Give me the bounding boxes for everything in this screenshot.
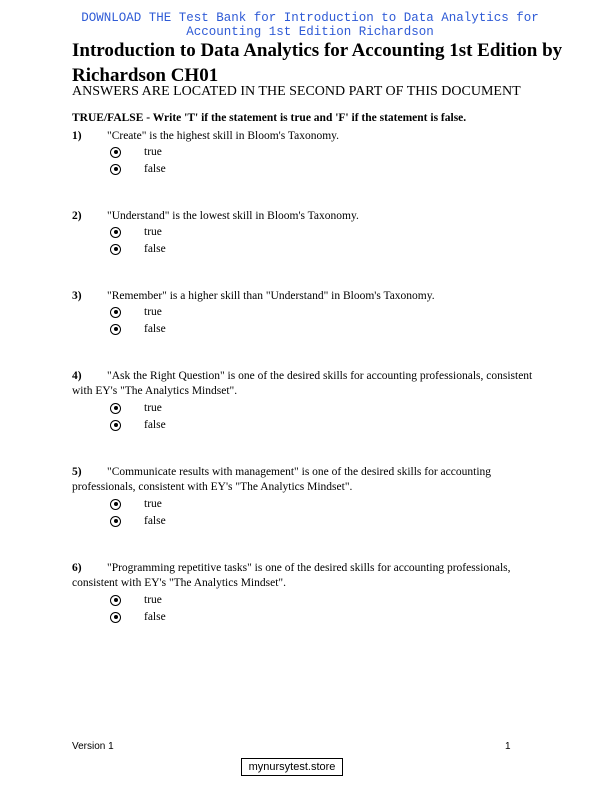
option-label: true: [144, 306, 162, 318]
option-true[interactable]: [110, 496, 542, 512]
option-label: false: [144, 243, 166, 255]
radio-icon[interactable]: [110, 324, 121, 335]
option-false[interactable]: [110, 417, 542, 433]
radio-icon[interactable]: [110, 227, 121, 238]
radio-icon[interactable]: [110, 499, 121, 510]
question-4: [72, 369, 542, 433]
radio-icon[interactable]: [110, 403, 121, 414]
option-false[interactable]: [110, 161, 542, 177]
question-number: 6): [72, 562, 82, 574]
option-true[interactable]: [110, 144, 542, 160]
option-label: false: [144, 515, 166, 527]
answers-note: ANSWERS ARE LOCATED IN THE SECOND PART OF THIS DOCUMENT: [72, 84, 521, 99]
radio-icon[interactable]: [110, 244, 121, 255]
question-number: 3): [72, 290, 82, 302]
footer-page-number: 1: [505, 741, 511, 752]
question-text: "Understand" is the lowest skill in Bloom's Taxonomy.: [107, 210, 359, 222]
radio-icon[interactable]: [110, 420, 121, 431]
option-label: true: [144, 594, 162, 606]
question-1: [72, 129, 542, 177]
option-true[interactable]: [110, 592, 542, 608]
question-6: [72, 561, 542, 625]
radio-icon[interactable]: [110, 516, 121, 527]
question-number: 4): [72, 370, 82, 382]
option-label: false: [144, 419, 166, 431]
question-text: "Create" is the highest skill in Bloom's Taxonomy.: [107, 130, 340, 142]
option-false[interactable]: [110, 321, 542, 337]
option-label: true: [144, 146, 162, 158]
radio-icon[interactable]: [110, 612, 121, 623]
banner-line-1: DOWNLOAD THE Test Bank for Introduction to Data Analytics for: [81, 11, 539, 25]
option-true[interactable]: [110, 400, 542, 416]
watermark-link[interactable]: mynursytest.store: [241, 758, 343, 776]
radio-icon[interactable]: [110, 307, 121, 318]
option-false[interactable]: [110, 513, 542, 529]
question-number: 1): [72, 130, 82, 142]
question-2: [72, 209, 542, 257]
option-label: true: [144, 402, 162, 414]
download-banner: [40, 11, 580, 39]
question-number: 2): [72, 210, 82, 222]
radio-icon[interactable]: [110, 595, 121, 606]
question-5: [72, 465, 542, 529]
radio-icon[interactable]: [110, 147, 121, 158]
document-title: Introduction to Data Analytics for Accounting 1st Edition by Richardson CH01: [72, 40, 563, 86]
question-text: "Communicate results with management" is one of the desired skills for accounting professionals, consistent with EY's "The Analytics Mindset".: [72, 466, 492, 493]
question-3: [72, 289, 542, 337]
option-false[interactable]: [110, 241, 542, 257]
option-label: true: [144, 498, 162, 510]
radio-icon[interactable]: [110, 164, 121, 175]
question-text: "Ask the Right Question" is one of the desired skills for accounting professionals, consistent with EY's "The Analytics Mindset".: [72, 370, 533, 397]
option-false[interactable]: [110, 609, 542, 625]
footer-version: Version 1: [72, 741, 114, 752]
question-text: "Programming repetitive tasks" is one of the desired skills for accounting professionals, consistent with EY's "The Analytics Mindset".: [72, 562, 511, 589]
option-true[interactable]: [110, 224, 542, 240]
question-text: "Remember" is a higher skill than "Understand" in Bloom's Taxonomy.: [107, 290, 435, 302]
option-label: false: [144, 611, 166, 623]
option-label: false: [144, 323, 166, 335]
option-label: true: [144, 226, 162, 238]
option-true[interactable]: [110, 304, 542, 320]
section-heading: TRUE/FALSE - Write 'T' if the statement is true and 'F' if the statement is false.: [72, 112, 467, 124]
banner-line-2: Accounting 1st Edition Richardson: [186, 25, 434, 39]
option-label: false: [144, 163, 166, 175]
question-number: 5): [72, 466, 82, 478]
